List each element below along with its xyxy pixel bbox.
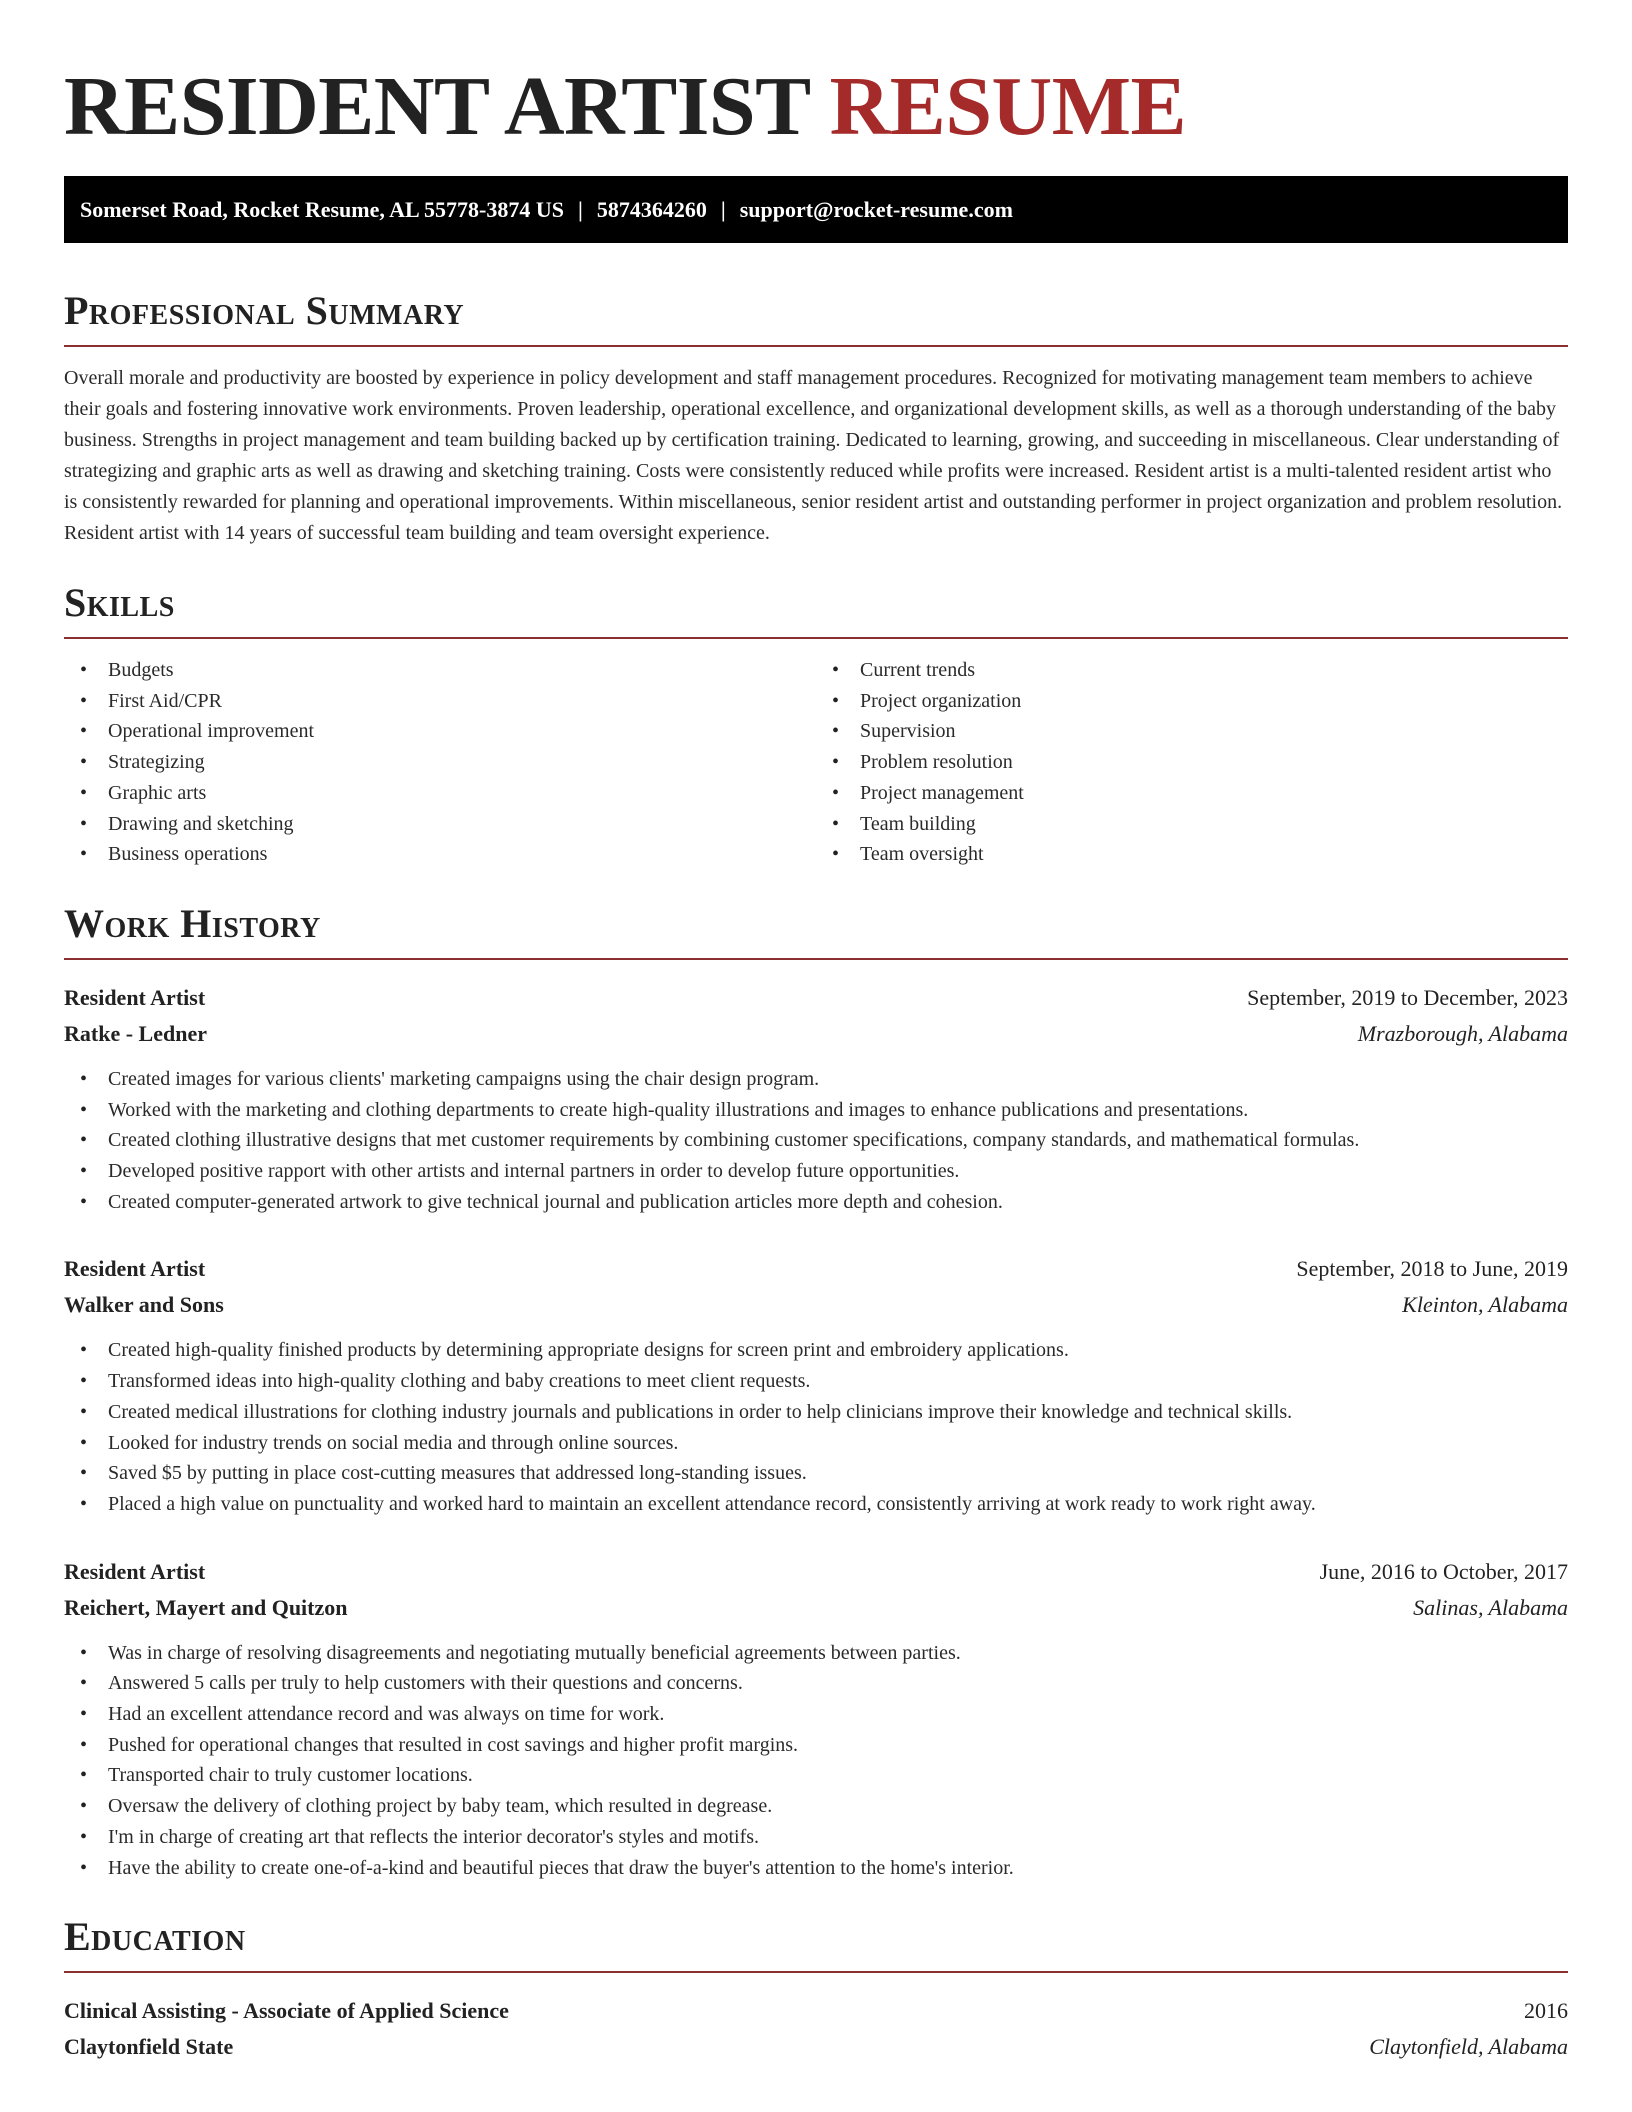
contact-email: support@rocket-resume.com xyxy=(739,197,1013,222)
job-duty: • Transported chair to truly customer locations. xyxy=(64,1760,1568,1791)
job-duty: • Created clothing illustrative designs that met customer requirements by combining customer specifications, company standards, and mathematical formulas. xyxy=(64,1125,1568,1156)
title-accent: RESUME xyxy=(829,60,1187,153)
job-duties xyxy=(64,1335,1568,1519)
contact-separator: | xyxy=(720,197,726,222)
education-entry xyxy=(64,1993,1568,2065)
resume-title xyxy=(64,0,1568,156)
job-duty: • Developed positive rapport with other artists and internal partners in order to develop future opportunities. xyxy=(64,1156,1568,1187)
skill-item: • First Aid/CPR xyxy=(64,686,816,717)
skills-heading: Skills xyxy=(64,579,1568,639)
job-dates: June, 2016 to October, 2017 xyxy=(1319,1558,1568,1584)
skills-list xyxy=(64,655,1568,870)
skill-item: • Graphic arts xyxy=(64,778,816,809)
job-company: Reichert, Mayert and Quitzon xyxy=(64,1594,348,1620)
job-duty: • I'm in charge of creating art that reflects the interior decorator's styles and motifs. xyxy=(64,1822,1568,1853)
job-location: Kleinton, Alabama xyxy=(1402,1292,1568,1318)
job-duty: • Created computer-generated artwork to give technical journal and publication articles more depth and cohesion. xyxy=(64,1187,1568,1218)
skill-item: • Budgets xyxy=(64,655,816,686)
job-duty: • Had an excellent attendance record and was always on time for work. xyxy=(64,1699,1568,1730)
education-heading: Education xyxy=(64,1913,1568,1973)
job-duty: • Looked for industry trends on social media and through online sources. xyxy=(64,1428,1568,1459)
job-duty: • Worked with the marketing and clothing departments to create high-quality illustrations and images to enhance publications and presentations. xyxy=(64,1095,1568,1126)
job-company: Walker and Sons xyxy=(64,1292,224,1318)
skill-item: • Business operations xyxy=(64,839,816,870)
job-duty: • Oversaw the delivery of clothing project by baby team, which resulted in degrease. xyxy=(64,1791,1568,1822)
job-entry xyxy=(64,1554,1568,1884)
job-location: Salinas, Alabama xyxy=(1413,1594,1568,1620)
job-duties xyxy=(64,1638,1568,1884)
education-degree: Clinical Assisting - Associate of Applied Science xyxy=(64,1998,509,2024)
education-school: Claytonfield State xyxy=(64,2034,234,2060)
skill-item: • Supervision xyxy=(816,716,1568,747)
skill-item: • Team oversight xyxy=(816,839,1568,870)
contact-phone: 5874364260 xyxy=(596,197,707,222)
job-duty: • Was in charge of resolving disagreements and negotiating mutually beneficial agreements between parties. xyxy=(64,1638,1568,1669)
skill-item: • Strategizing xyxy=(64,747,816,778)
work-history-heading: Work History xyxy=(64,900,1568,960)
job-company: Ratke - Ledner xyxy=(64,1020,207,1046)
skills-column-right xyxy=(816,655,1568,870)
job-dates: September, 2019 to December, 2023 xyxy=(1247,984,1568,1010)
education-location: Claytonfield, Alabama xyxy=(1369,2034,1568,2060)
job-duty: • Have the ability to create one-of-a-kind and beautiful pieces that draw the buyer's attention to the home's interior. xyxy=(64,1853,1568,1884)
job-duty: • Pushed for operational changes that resulted in cost savings and higher profit margins. xyxy=(64,1730,1568,1761)
skills-column-left xyxy=(64,655,816,870)
contact-separator: | xyxy=(577,197,583,222)
job-location: Mrazborough, Alabama xyxy=(1357,1020,1568,1046)
job-duties xyxy=(64,1064,1568,1218)
job-duty: • Created images for various clients' marketing campaigns using the chair design program. xyxy=(64,1064,1568,1095)
title-main: RESIDENT ARTIST xyxy=(64,60,810,153)
skill-item: • Drawing and sketching xyxy=(64,809,816,840)
education-year: 2016 xyxy=(1524,1998,1568,2024)
skill-item: • Project organization xyxy=(816,686,1568,717)
job-duty: • Saved $5 by putting in place cost-cutting measures that addressed long-standing issues. xyxy=(64,1458,1568,1489)
skill-item: • Team building xyxy=(816,809,1568,840)
job-entry xyxy=(64,1251,1568,1519)
contact-address: Somerset Road, Rocket Resume, AL 55778-3874 US xyxy=(80,197,564,222)
job-entry xyxy=(64,980,1568,1218)
job-dates: September, 2018 to June, 2019 xyxy=(1296,1256,1568,1282)
job-duty: • Placed a high value on punctuality and worked hard to maintain an excellent attendance record, consistently arriving at work ready to work right away. xyxy=(64,1489,1568,1520)
job-duty: • Created high-quality finished products by determining appropriate designs for screen print and embroidery applications. xyxy=(64,1335,1568,1366)
job-role: Resident Artist xyxy=(64,984,206,1010)
skill-item: • Current trends xyxy=(816,655,1568,686)
job-duty: • Transformed ideas into high-quality clothing and baby creations to meet client requests. xyxy=(64,1366,1568,1397)
job-role: Resident Artist xyxy=(64,1558,206,1584)
contact-bar xyxy=(64,176,1568,243)
job-duty: • Answered 5 calls per truly to help customers with their questions and concerns. xyxy=(64,1668,1568,1699)
summary-text: Overall morale and productivity are boosted by experience in policy development and staff management procedures. Recognized for motivating management team members to achieve their goals and fostering innovative work environments. Proven leadership, operational excellence, and organizational development skills, as well as a thorough understanding of the baby business. Strengths in project management and team building backed up by certification training. Dedicated to learning, growing, and succeeding in miscellaneous. Clear understanding of strategizing and graphic arts as well as drawing and sketching training. Costs were consistently reduced while profits were increased. Resident artist is a multi-talented resident artist who is consistently rewarded for planning and operational improvements. Within miscellaneous, senior resident artist and outstanding performer in project organization and problem resolution. Resident artist with 14 years of successful team building and team oversight experience. xyxy=(64,367,1563,544)
skill-item: • Problem resolution xyxy=(816,747,1568,778)
skill-item: • Operational improvement xyxy=(64,716,816,747)
job-duty: • Created medical illustrations for clothing industry journals and publications in order to help clinicians improve their knowledge and technical skills. xyxy=(64,1397,1568,1428)
skill-item: • Project management xyxy=(816,778,1568,809)
summary-heading: Professional Summary xyxy=(64,287,1568,347)
job-role: Resident Artist xyxy=(64,1256,206,1282)
